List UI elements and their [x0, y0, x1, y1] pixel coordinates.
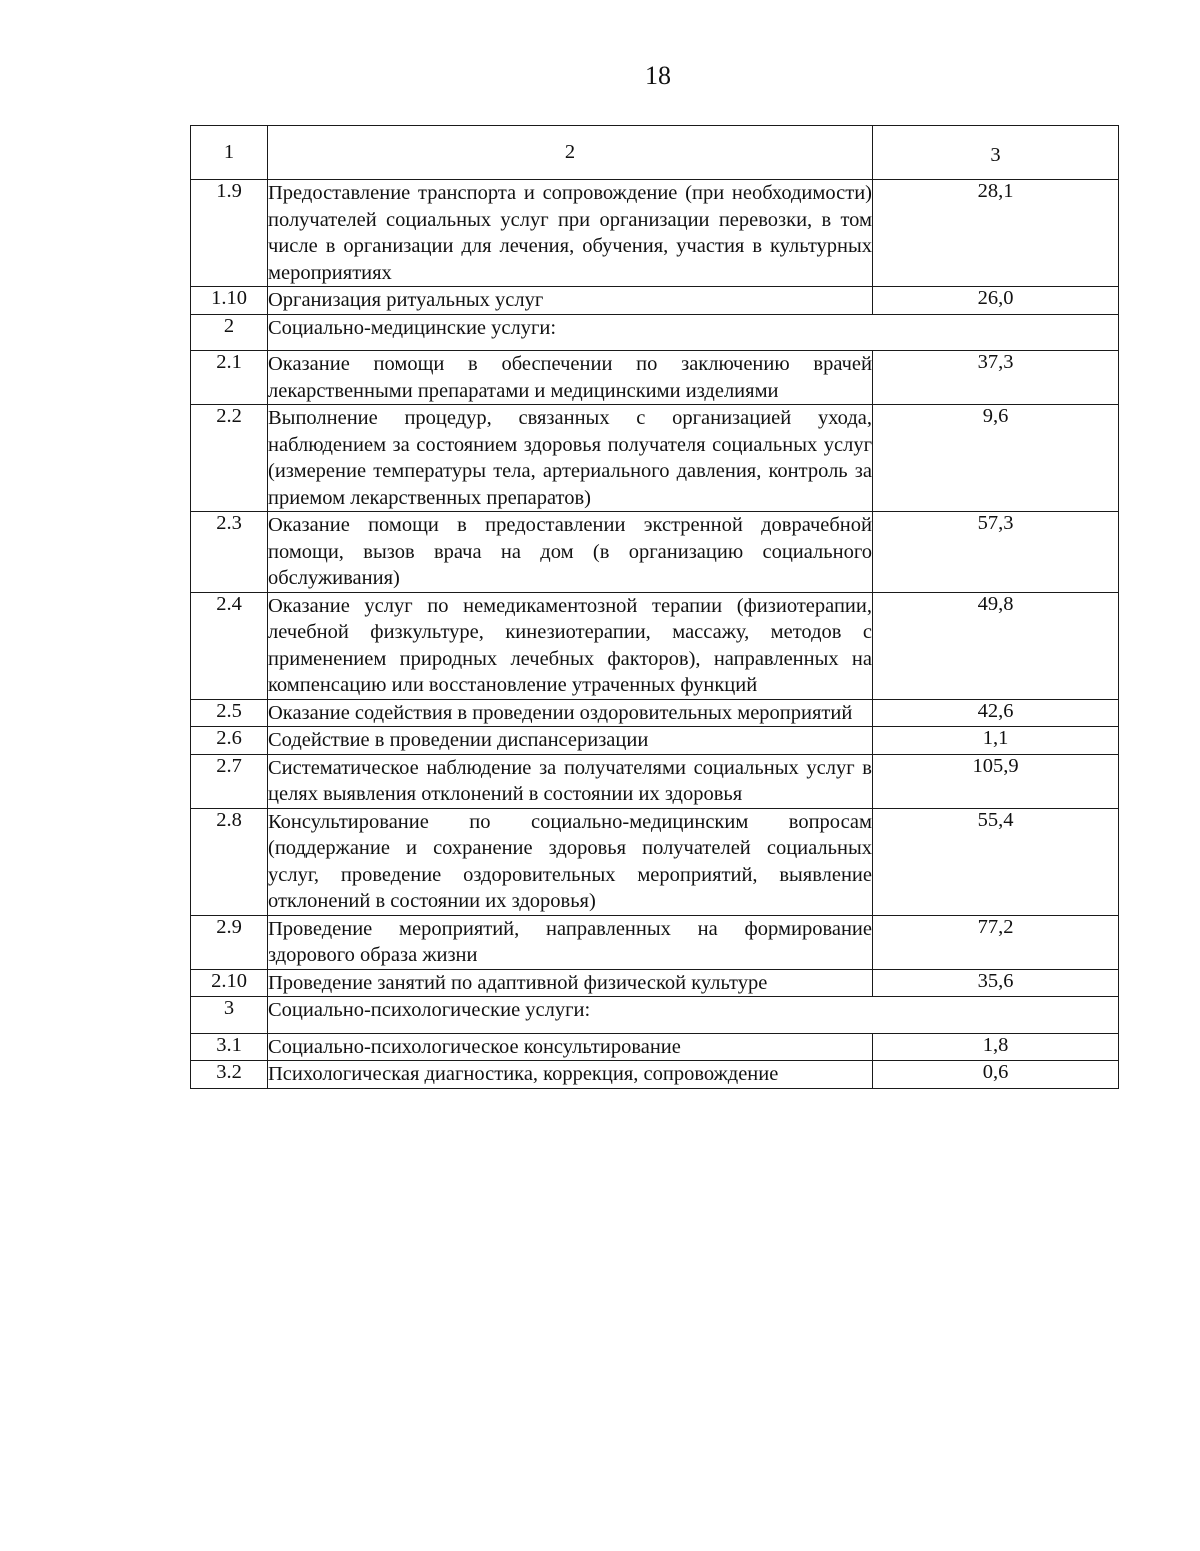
service-value: 9,6	[873, 405, 1119, 512]
service-value: 37,3	[873, 351, 1119, 405]
table-row	[191, 180, 1119, 287]
service-name: Оказание содействия в проведении оздоровительных мероприятий	[268, 699, 873, 727]
row-number: 1.10	[191, 287, 268, 315]
service-name: Оказание помощи в предоставлении экстренной доврачебной помощи, вызов врача на дом (в организацию социального обслуживания)	[268, 512, 873, 593]
section-row	[191, 997, 1119, 1034]
row-number: 2.2	[191, 405, 268, 512]
section-title: Социально-психологические услуги:	[268, 997, 1119, 1034]
row-number: 2.7	[191, 754, 268, 808]
services-table	[190, 125, 1119, 1089]
section-title: Социально-медицинские услуги:	[268, 314, 1119, 351]
service-value: 35,6	[873, 969, 1119, 997]
service-value: 55,4	[873, 808, 1119, 915]
table-row	[191, 969, 1119, 997]
row-number: 1.9	[191, 180, 268, 287]
service-value: 1,1	[873, 727, 1119, 755]
section-number: 3	[191, 997, 268, 1034]
table-row	[191, 727, 1119, 755]
service-name: Консультирование по социально-медицинским вопросам (поддержание и сохранение здоровья получателей социальных услуг, проведение оздоровительных мероприятий, выявление отклонений в состоянии их здоровья)	[268, 808, 873, 915]
row-number: 2.8	[191, 808, 268, 915]
service-name: Оказание помощи в обеспечении по заключению врачей лекарственными препаратами и медицинскими изделиями	[268, 351, 873, 405]
row-number: 2.9	[191, 915, 268, 969]
section-row	[191, 314, 1119, 351]
row-number: 2.3	[191, 512, 268, 593]
service-name: Выполнение процедур, связанных с организацией ухода, наблюдением за состоянием здоровья получателя социальных услуг (измерение температуры тела, артериального давления, контроль за приемом лекарственных препаратов)	[268, 405, 873, 512]
service-value: 26,0	[873, 287, 1119, 315]
row-number: 3.2	[191, 1061, 268, 1089]
service-value: 28,1	[873, 180, 1119, 287]
row-number: 2.10	[191, 969, 268, 997]
service-value: 49,8	[873, 592, 1119, 699]
row-number: 2.1	[191, 351, 268, 405]
row-number: 2.6	[191, 727, 268, 755]
table-row	[191, 808, 1119, 915]
service-name: Предоставление транспорта и сопровождение (при необходимости) получателей социальных услуг при организации перевозки, в том числе в организации для лечения, обучения, участия в культурных мероприятиях	[268, 180, 873, 287]
service-name: Систематическое наблюдение за получателями социальных услуг в целях выявления отклонений в состоянии их здоровья	[268, 754, 873, 808]
table-row	[191, 915, 1119, 969]
section-number: 2	[191, 314, 268, 351]
header-col-3: 3	[873, 126, 1119, 180]
table-row	[191, 1061, 1119, 1089]
table-row	[191, 1033, 1119, 1061]
service-value: 105,9	[873, 754, 1119, 808]
service-value: 1,8	[873, 1033, 1119, 1061]
table-row	[191, 699, 1119, 727]
header-col-2: 2	[268, 126, 873, 180]
table-row	[191, 405, 1119, 512]
table-row	[191, 512, 1119, 593]
page-number: 18	[645, 61, 671, 90]
service-value: 77,2	[873, 915, 1119, 969]
service-name: Оказание услуг по немедикаментозной терапии (физиотерапии, лечебной физкультуре, кинезиотерапии, массажу, методов с применением природных лечебных факторов), направленных на компенсацию или восстановление утраченных функций	[268, 592, 873, 699]
row-number: 2.5	[191, 699, 268, 727]
service-value: 0,6	[873, 1061, 1119, 1089]
table-row	[191, 754, 1119, 808]
table-row	[191, 287, 1119, 315]
table-row	[191, 351, 1119, 405]
service-name: Социально-психологическое консультирование	[268, 1033, 873, 1061]
service-name: Организация ритуальных услуг	[268, 287, 873, 315]
service-value: 57,3	[873, 512, 1119, 593]
service-value: 42,6	[873, 699, 1119, 727]
row-number: 3.1	[191, 1033, 268, 1061]
service-name: Содействие в проведении диспансеризации	[268, 727, 873, 755]
service-name: Психологическая диагностика, коррекция, сопровождение	[268, 1061, 873, 1089]
service-name: Проведение занятий по адаптивной физической культуре	[268, 969, 873, 997]
row-number: 2.4	[191, 592, 268, 699]
table-row	[191, 592, 1119, 699]
table-header-row	[191, 126, 1119, 180]
header-col-1: 1	[191, 126, 268, 180]
service-name: Проведение мероприятий, направленных на формирование здорового образа жизни	[268, 915, 873, 969]
services-table-body	[191, 126, 1119, 1089]
